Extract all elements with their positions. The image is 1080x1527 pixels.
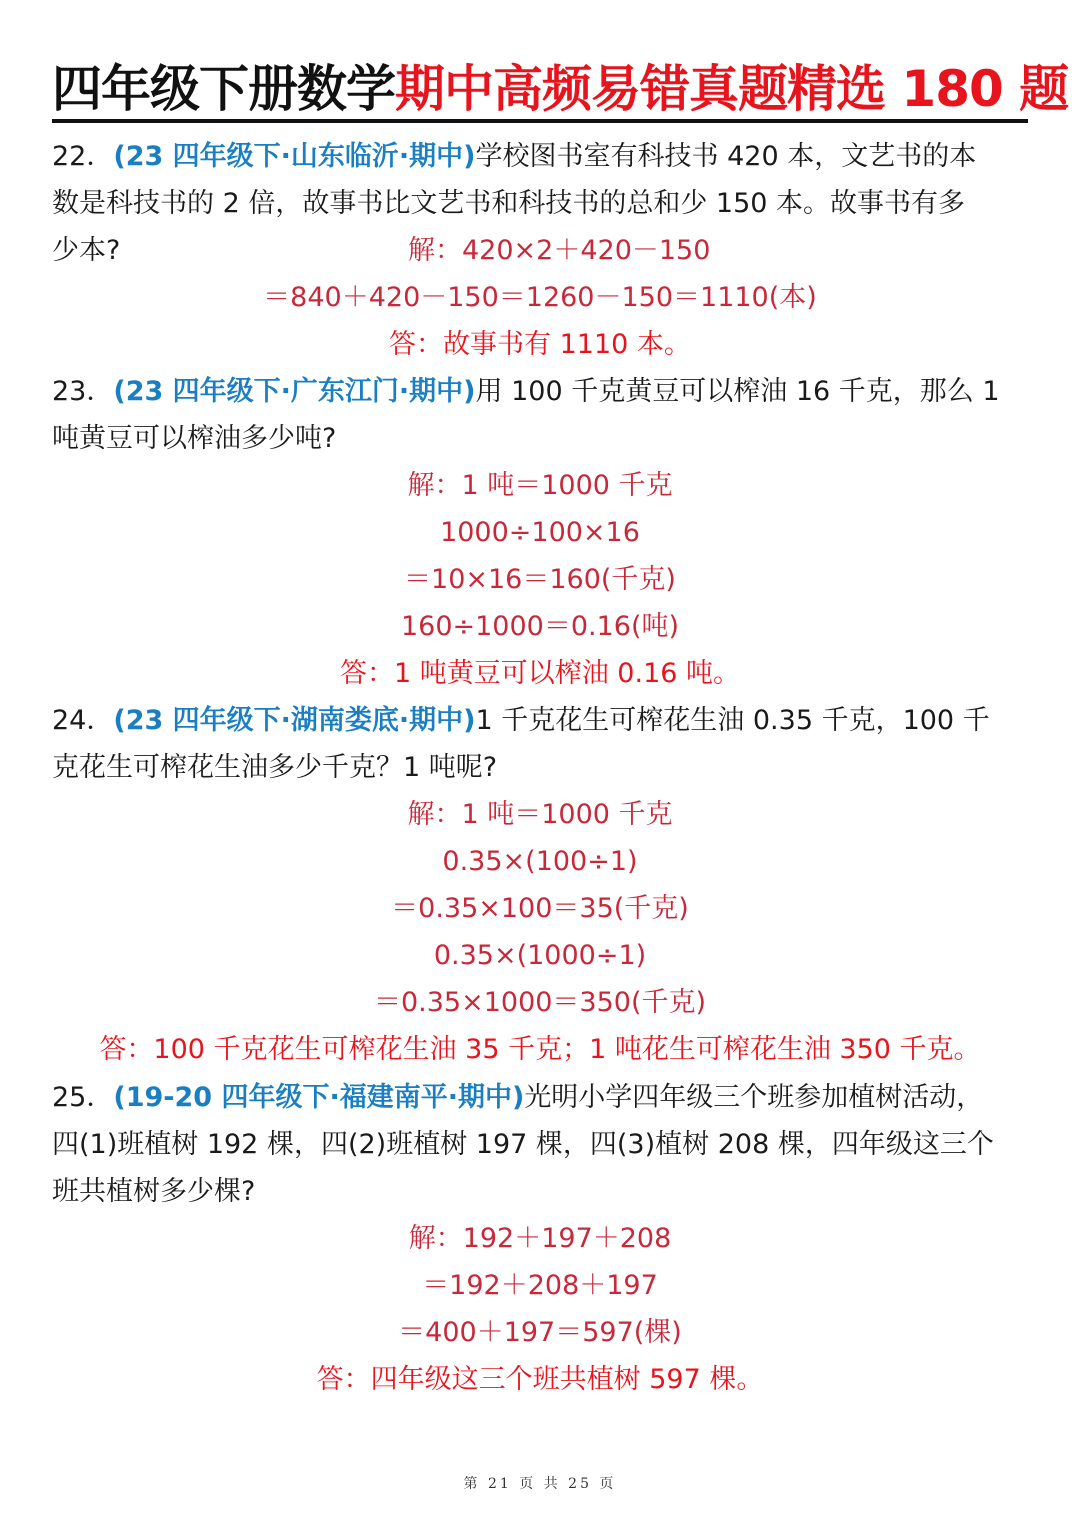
q24-solution-3: ＝0.35×100＝35(千克) bbox=[391, 893, 689, 924]
page-footer: 第 21 页 共 25 页 bbox=[463, 1476, 617, 1492]
q24-answer: 答：100 千克花生可榨花生油 35 千克；1 吨花生可榨花生油 350 千克。 bbox=[99, 1034, 981, 1065]
page-title bbox=[52, 58, 1069, 120]
title-black-part: 四年级下册数学 bbox=[52, 60, 395, 118]
q22-answer: 答：故事书有 1110 本。 bbox=[389, 329, 691, 360]
q23-number: 23． bbox=[52, 376, 114, 407]
q22-number: 22． bbox=[52, 141, 114, 172]
q23-solution-1: 解：1 吨＝1000 千克 bbox=[407, 470, 673, 501]
q24-line2: 克花生可榨花生油多少千克？1 吨呢? bbox=[52, 752, 498, 783]
q22-line3 bbox=[52, 233, 1028, 269]
q25-line1 bbox=[52, 1080, 1028, 1116]
q22-source: (23 四年级下·山东临沂·期中) bbox=[113, 141, 476, 172]
q23-source: (23 四年级下·广东江门·期中) bbox=[113, 376, 476, 407]
q22-line1 bbox=[52, 139, 1028, 175]
q22-solution-1: 解：420×2＋420－150 bbox=[408, 235, 711, 266]
q24-solution-5: ＝0.35×1000＝350(千克) bbox=[373, 987, 707, 1018]
q24-solution-1: 解：1 吨＝1000 千克 bbox=[407, 799, 673, 830]
q24-source: (23 四年级下·湖南娄底·期中) bbox=[113, 705, 476, 736]
q22-text-line1: 学校图书室有科技书 420 本，文艺书的本 bbox=[475, 141, 977, 172]
q25-answer: 答：四年级这三个班共植树 597 棵。 bbox=[316, 1364, 764, 1395]
q24-solution-4: 0.35×(1000÷1) bbox=[433, 940, 647, 971]
q25-number: 25． bbox=[52, 1082, 114, 1113]
q23-line1 bbox=[52, 374, 1028, 410]
q25-line3: 班共植树多少棵? bbox=[52, 1176, 256, 1207]
title-underline bbox=[52, 119, 1028, 123]
q24-solution-2: 0.35×(100÷1) bbox=[442, 846, 638, 877]
q25-solution-3: ＝400＋197＝597(棵) bbox=[398, 1317, 682, 1348]
q23-solution-4: 160÷1000＝0.16(吨) bbox=[400, 611, 680, 642]
q24-line1 bbox=[52, 703, 1028, 739]
q25-solution-1: 解：192＋197＋208 bbox=[408, 1223, 672, 1254]
q25-solution-2: ＝192＋208＋197 bbox=[422, 1270, 658, 1301]
q24-number: 24． bbox=[52, 705, 114, 736]
q25-source: (19-20 四年级下·福建南平·期中) bbox=[113, 1082, 525, 1113]
q22-solution-2: ＝840＋420－150＝1260－150＝1110(本) bbox=[263, 282, 817, 313]
q23-solution-2: 1000÷100×16 bbox=[440, 517, 640, 548]
q22-text-line3: 少本? bbox=[52, 235, 121, 266]
q23-text-line1: 用 100 千克黄豆可以榨油 16 千克，那么 1 bbox=[475, 376, 1000, 407]
q25-line2: 四(1)班植树 192 棵，四(2)班植树 197 棵，四(3)植树 208 棵，四年级这三个 bbox=[52, 1129, 994, 1160]
q24-text-line1: 1 千克花生可榨花生油 0.35 千克，100 千 bbox=[475, 705, 990, 736]
q25-text-line1: 光明小学四年级三个班参加植树活动， bbox=[524, 1082, 984, 1113]
q23-answer: 答：1 吨黄豆可以榨油 0.16 吨。 bbox=[339, 658, 741, 689]
title-red-part: 期中高频易错真题精选 180 题 bbox=[395, 60, 1069, 118]
q22-line2: 数是科技书的 2 倍，故事书比文艺书和科技书的总和少 150 本。故事书有多 bbox=[52, 188, 966, 219]
q23-line2: 吨黄豆可以榨油多少吨? bbox=[52, 423, 337, 454]
q23-solution-3: ＝10×16＝160(千克) bbox=[404, 564, 676, 595]
